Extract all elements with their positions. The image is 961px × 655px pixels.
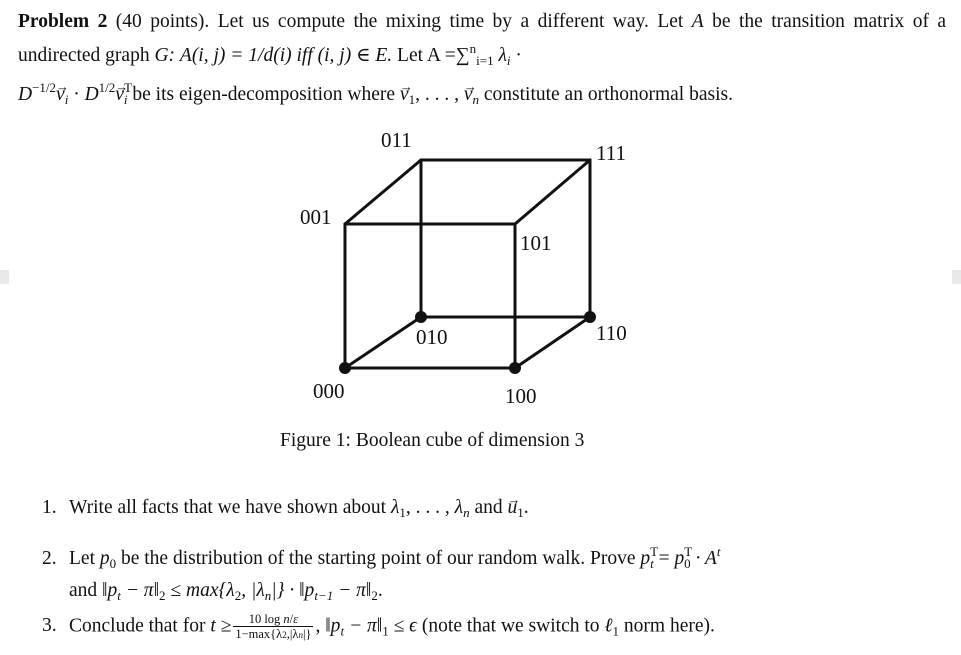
item-2-norm-rest-2: − π‖	[333, 580, 372, 601]
symbol-G: G:	[154, 45, 176, 66]
lambda-sub-i: i	[506, 53, 511, 68]
item-2-and: and	[69, 580, 98, 601]
item-3-note: (note that we switch to	[421, 615, 600, 637]
vector-v-i-T: → v	[115, 84, 124, 105]
item-2-pt-T: T	[650, 544, 659, 559]
item-3-norm-t: t	[340, 623, 345, 639]
item-2-A: · A	[695, 548, 717, 569]
sum-lower: i=1	[476, 53, 494, 68]
lambda-i: λ	[498, 45, 507, 66]
item-number-2: 2.	[42, 548, 57, 569]
item-2-p0-T: T	[684, 544, 693, 559]
vec-sub-i-2: i	[123, 92, 128, 107]
vertex-label-011: 011	[381, 128, 412, 152]
item-3-comma: ,	[315, 615, 321, 637]
item-2-lam-n: n	[264, 588, 272, 603]
list-dots: , . . . ,	[415, 84, 459, 105]
edge-001-011	[345, 160, 421, 224]
list-item-1	[42, 494, 932, 526]
item-1-vector-u: → u	[508, 497, 518, 518]
item-1-dots: , . . . ,	[405, 497, 450, 518]
vertex-label-101: 101	[520, 231, 552, 255]
item-2-norm-rest: − π‖	[120, 580, 160, 601]
fraction-denominator	[233, 627, 313, 642]
item-2-norm-2b: 2	[371, 588, 378, 603]
item-2-let: Let	[69, 548, 95, 569]
item-3-norm: ‖p	[325, 615, 341, 637]
numerator-eps: ε	[293, 612, 299, 626]
vec-sub-n: n	[472, 92, 479, 107]
item-2-text: be the distribution of the starting point of our random walk. Prove	[120, 548, 636, 569]
vertex-label-110: 110	[596, 321, 627, 345]
denominator-rest: ,|λ	[286, 627, 299, 641]
denominator-sub-n: n	[298, 630, 303, 640]
dot-2: ·	[73, 84, 80, 105]
list-item-3	[42, 612, 932, 644]
symbol-A: A	[691, 11, 704, 32]
symbol-D-2: D	[84, 84, 99, 105]
item-2-line-2	[42, 580, 383, 601]
edge-000-010	[345, 317, 421, 368]
item-1-and: and	[474, 497, 503, 518]
vec-sub-1: 1	[408, 92, 416, 107]
numerator-log: 10 log	[248, 612, 281, 626]
denominator-end: |}	[302, 627, 312, 641]
item-2-le-max: ≤ max{λ	[165, 580, 235, 601]
vertex-label-010: 010	[416, 325, 448, 349]
item-3-le-eps: ≤ ϵ	[388, 615, 418, 637]
dot-1: ·	[515, 45, 522, 66]
eigen-text: be its eigen-decomposition where	[132, 84, 396, 105]
list-item-2	[42, 538, 932, 609]
item-2-lam-2: 2	[234, 588, 242, 603]
let-A-equals: Let A =	[397, 45, 456, 66]
figure-caption: Figure 1: Boolean cube of dimension 3	[280, 430, 585, 451]
item-1-lambda-1: λ	[390, 497, 400, 518]
adjacency-definition: A(i, j) = 1/d(i) iff (i, j) ∈ E.	[179, 45, 393, 66]
item-3-norm-here: norm here).	[623, 615, 715, 637]
item-1-end: .	[523, 497, 529, 518]
vertex-dot-100	[509, 362, 521, 374]
vertex-dot-000	[339, 362, 351, 374]
item-2-norm-2: 2	[159, 588, 166, 603]
vertex-dot-010	[415, 311, 427, 323]
vec-sub-i: i	[64, 92, 69, 107]
vector-v-i: → v	[56, 84, 65, 105]
problem-sentence-1: Let us compute the mixing time by a different way. Let	[217, 11, 684, 32]
fraction-numerator: 10 log n/ε	[233, 612, 313, 627]
item-2-p0: p	[674, 548, 685, 569]
item-3-ell: ℓ	[604, 615, 613, 637]
sum-upper: n	[469, 41, 477, 56]
item-number-1: 1.	[42, 497, 57, 518]
item-3-t-ge: t ≥	[210, 615, 232, 637]
item-3-fraction	[233, 612, 313, 642]
item-2-comma: , |λ	[241, 580, 265, 601]
item-1-sub-n: n	[463, 505, 470, 520]
vector-v-n: → v	[464, 84, 473, 105]
item-number-3: 3.	[42, 615, 57, 637]
transpose-T: T	[123, 80, 132, 95]
item-2-norm: ‖p	[102, 580, 118, 601]
vertex-label-100: 100	[505, 384, 537, 408]
item-2-period: .	[377, 580, 383, 601]
item-2-pt: p	[640, 548, 651, 569]
exp-neg-half: −1/2	[32, 80, 57, 95]
problem-points: (40 points).	[115, 11, 210, 32]
item-2-pt-sub: t	[650, 556, 654, 571]
problem-title: Problem 2	[18, 11, 108, 32]
numerator-n: n	[283, 612, 290, 626]
item-3-norm-1: 1	[382, 623, 389, 639]
edge-100-110	[515, 317, 590, 368]
item-2-close: |} · ‖p	[271, 580, 315, 601]
vertex-label-111: 111	[596, 141, 626, 165]
item-1-text: Write all facts that we have shown about	[69, 497, 387, 518]
problem-be-the: be the transition matrix of a undirected graph	[18, 11, 947, 66]
item-2-norm-t: t	[117, 588, 121, 603]
vector-v-1: → v	[400, 84, 409, 105]
item-3-text: Conclude that for	[69, 615, 206, 637]
vertex-label-001: 001	[300, 205, 332, 229]
item-2-eq: =	[658, 548, 670, 569]
item-1-u-sub: 1	[517, 505, 524, 520]
basis-text: constitute an orthonormal basis.	[483, 84, 733, 105]
item-1-sub-1: 1	[399, 505, 406, 520]
item-2-t-minus-1: t−1	[314, 588, 334, 603]
item-2-p0-zero: 0	[684, 556, 691, 571]
item-2-p0-sub: 0	[109, 556, 117, 571]
vertex-label-000: 000	[313, 379, 345, 403]
item-2-A-sup: t	[716, 544, 721, 559]
item-2-p: p	[99, 548, 110, 569]
vertex-dot-110	[584, 311, 596, 323]
item-1-lambda-n: λ	[454, 497, 464, 518]
edge-101-111	[515, 160, 590, 224]
item-3-ell-sub: 1	[612, 623, 620, 639]
symbol-D: D	[18, 84, 33, 105]
sum-symbol: ∑	[455, 45, 470, 66]
exp-half: 1/2	[98, 80, 116, 95]
denominator-max: 1−max{λ	[235, 627, 283, 641]
item-3-norm-rest: − π‖	[344, 615, 383, 637]
denominator-sub-2: 2	[282, 630, 287, 640]
